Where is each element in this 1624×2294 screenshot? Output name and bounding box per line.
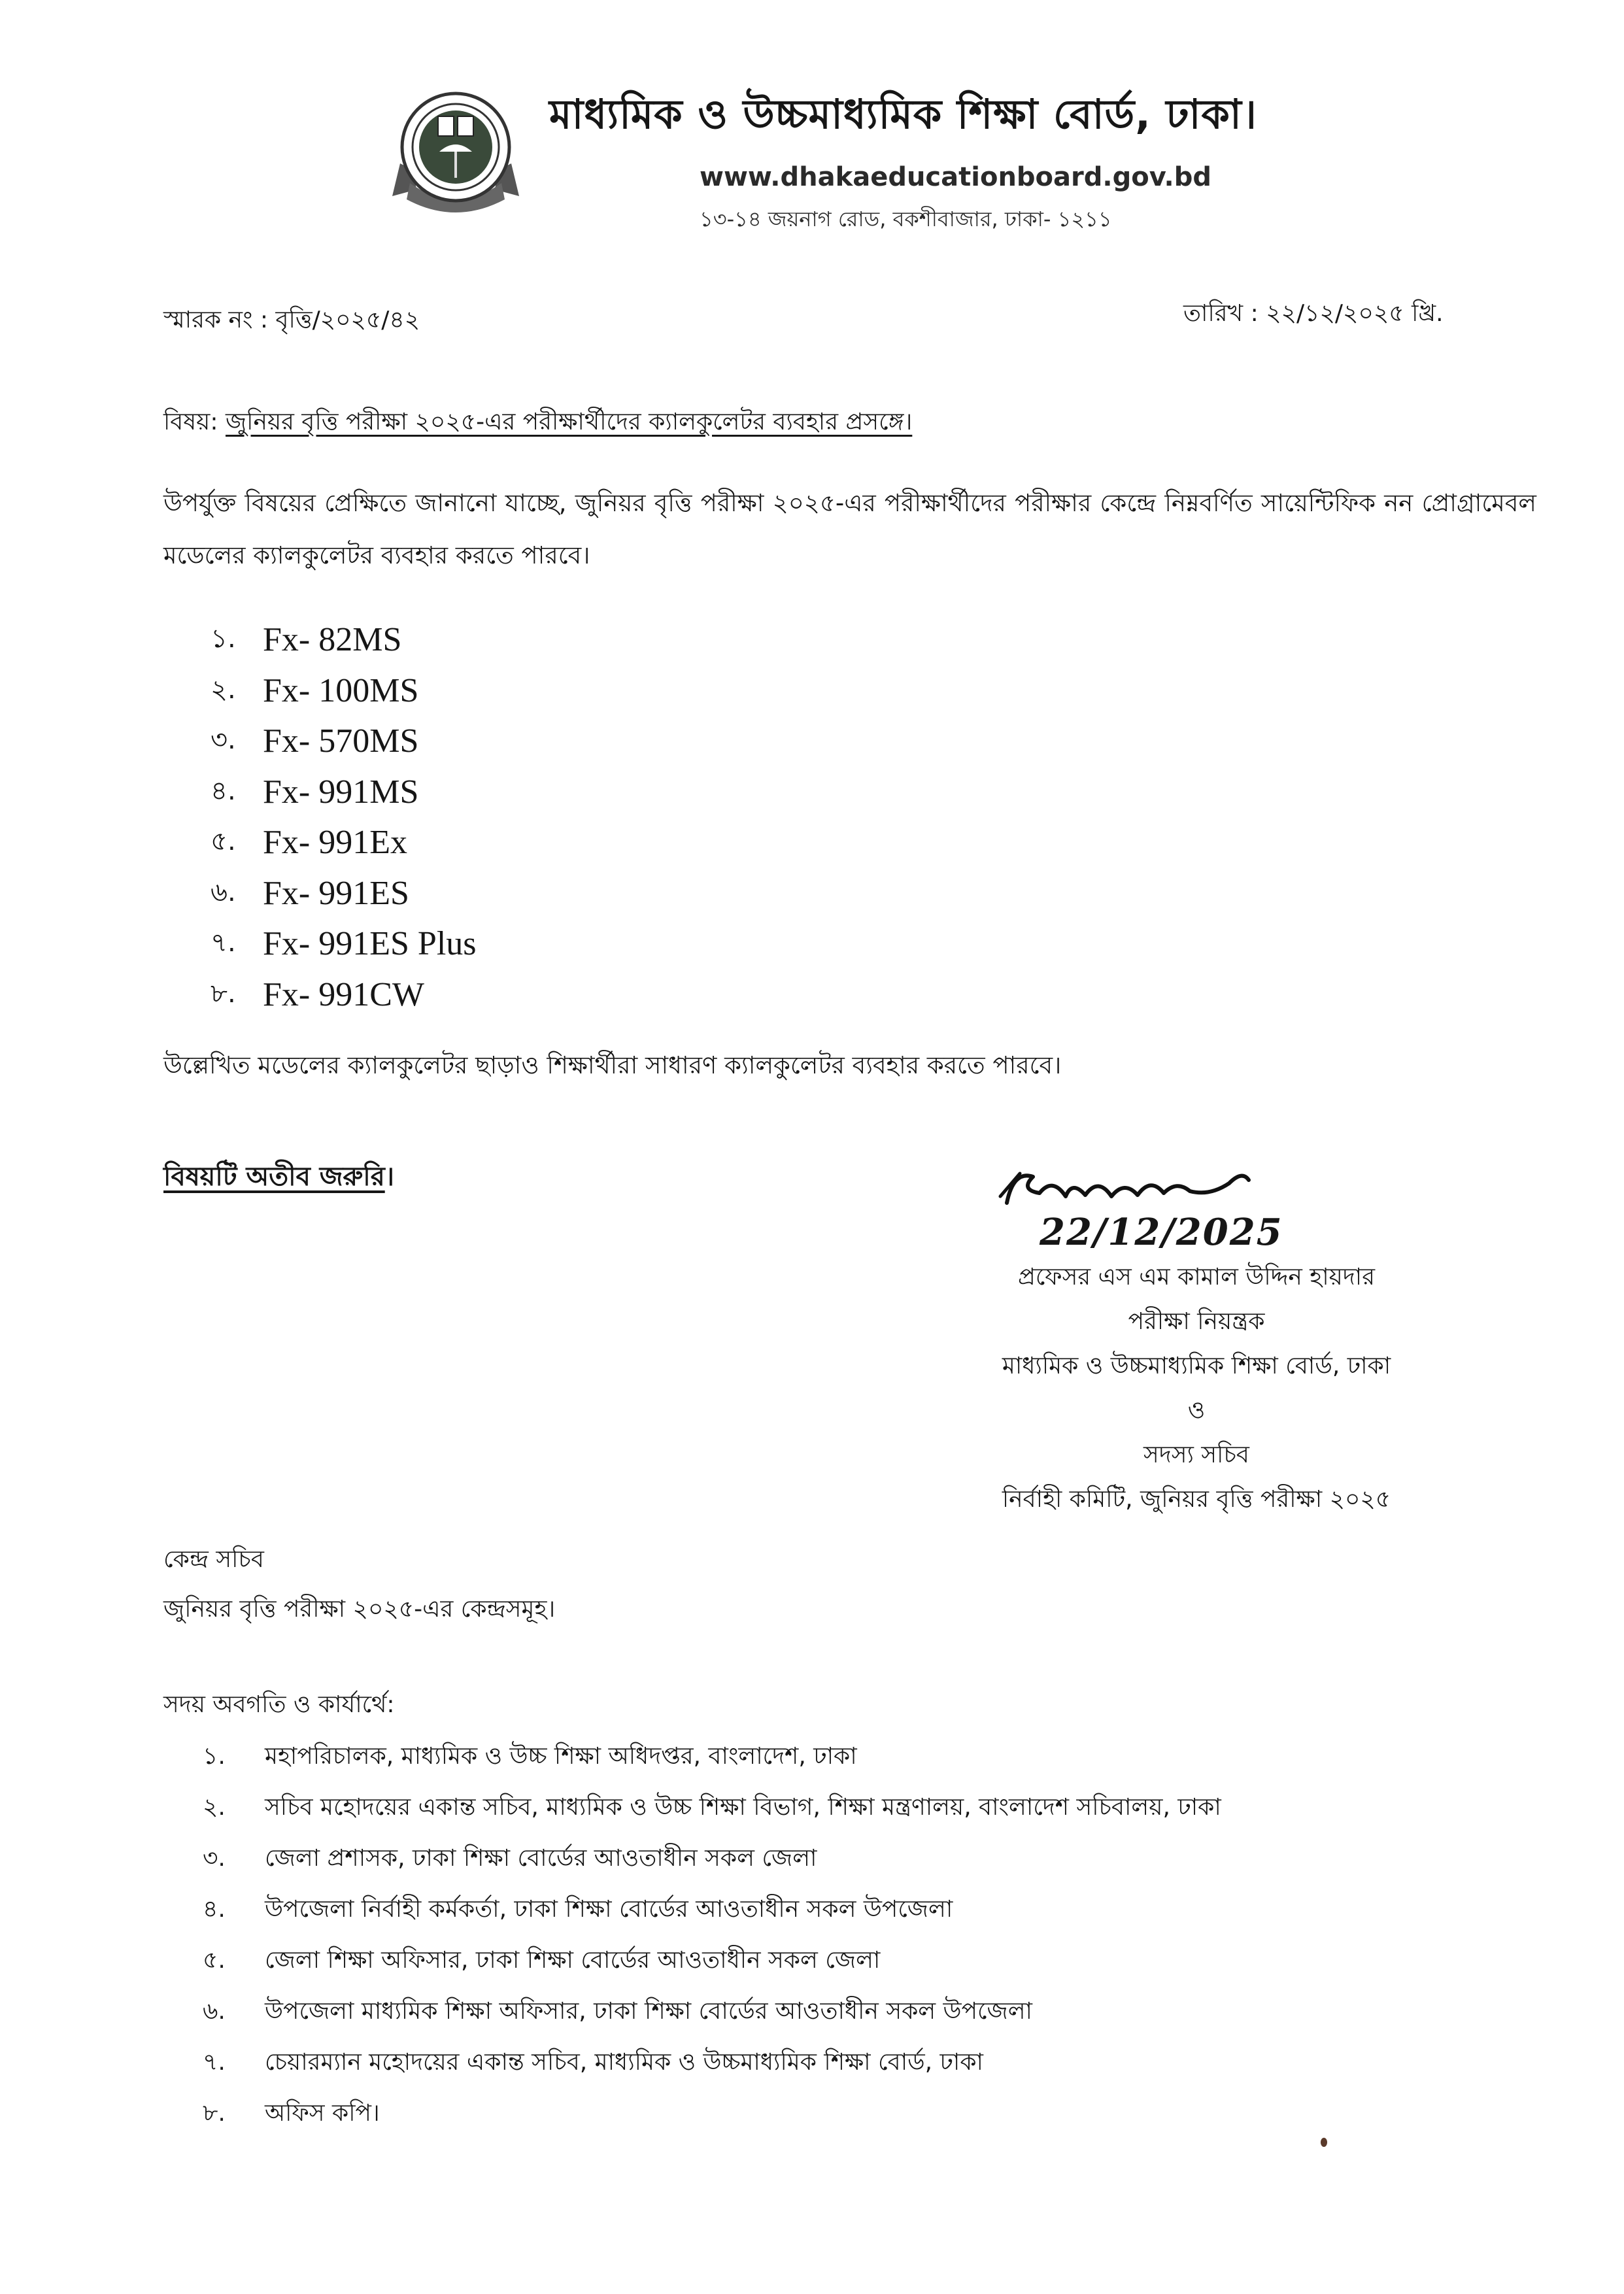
model-item	[211, 868, 477, 919]
model-item	[211, 615, 477, 666]
model-number: ৮.	[211, 978, 236, 1009]
date-value: ২২/১২/২০২৫ খ্রি.	[1266, 300, 1444, 327]
signatory-conjunction: ও	[1187, 1397, 1206, 1424]
recipient-block	[163, 1535, 555, 1634]
model-name: Fx- 100MS	[263, 671, 419, 709]
board-address: ১৩-১৪ জয়নাগ রোড, বকশীবাজার, ঢাকা- ১২১১	[700, 207, 1112, 231]
model-number: ২.	[211, 674, 236, 705]
copy-number: ৪.	[203, 1896, 226, 1923]
model-name: Fx- 991MS	[263, 773, 419, 811]
copy-number: ১.	[203, 1743, 226, 1770]
copy-text: জেলা প্রশাসক, ঢাকা শিক্ষা বোর্ডের আওতাধীন সকল জেলা	[265, 1845, 817, 1872]
copy-item	[203, 1834, 1221, 1885]
model-number: ৫.	[211, 826, 236, 857]
signatory-organization: মাধ্যমিক ও উচ্চমাধ্যমিক শিক্ষা বোর্ড, ঢাকা	[1002, 1353, 1391, 1379]
handwritten-signature-icon	[994, 1157, 1268, 1216]
calculator-model-list	[211, 615, 477, 1020]
signatory-designation-2: সদস্য সচিব	[1143, 1442, 1249, 1468]
urgent-note	[163, 1156, 394, 1200]
model-item	[211, 919, 477, 970]
copy-number: ২.	[203, 1794, 226, 1821]
model-item	[211, 817, 477, 868]
copy-number: ৮.	[203, 2100, 226, 2127]
copy-text: উপজেলা মাধ্যমিক শিক্ষা অফিসার, ঢাকা শিক্ষা বোর্ডের আওতাধীন সকল উপজেলা	[265, 1998, 1032, 2025]
body-paragraph-2: উল্লেখিত মডেলের ক্যালকুলেটর ছাড়াও শিক্ষার্থীরা সাধারণ ক্যালকুলেটর ব্যবহার করতে পারবে।	[163, 1051, 1062, 1079]
model-name: Fx- 82MS	[263, 621, 402, 659]
copy-number: ৭.	[203, 2049, 226, 2076]
copy-text: সচিব মহোদয়ের একান্ত সচিব, মাধ্যমিক ও উচ্চ শিক্ষা বিভাগ, শিক্ষা মন্ত্রণালয়, বাংলাদেশ সচিবালয়, ঢাকা	[265, 1794, 1221, 1821]
model-number: ৬.	[211, 877, 236, 907]
copy-text: জেলা শিক্ষা অফিসার, ঢাকা শিক্ষা বোর্ডের আওতাধীন সকল জেলা	[265, 1947, 881, 1974]
signatory-name: প্রফেসর এস এম কামাল উদ্দিন হায়দার	[1017, 1264, 1376, 1290]
model-name: Fx- 991Ex	[263, 824, 407, 862]
signatory-block	[902, 1255, 1491, 1522]
urgent-text: বিষয়টি অতীব জরুরি	[163, 1162, 385, 1192]
copy-item	[203, 1936, 1221, 1987]
subject-text: জুনিয়র বৃত্তি পরীক্ষা ২০২৫-এর পরীক্ষার্থীদের ক্যালকুলেটর ব্যবহার প্রসঙ্গে।	[225, 409, 913, 435]
copy-item	[203, 2089, 1221, 2140]
handwritten-date: 22/12/2025	[1040, 1211, 1283, 1254]
copy-text: চেয়ারম্যান মহোদয়ের একান্ত সচিব, মাধ্যমিক ও উচ্চমাধ্যমিক শিক্ষা বোর্ড, ঢাকা	[265, 2049, 983, 2076]
body-paragraph: উপর্যুক্ত বিষয়ের প্রেক্ষিতে জানানো যাচ্ছে, জুনিয়র বৃত্তি পরীক্ষা ২০২৫-এর পরীক্ষার্থীদের পরীক্ষার কেন্দ্রে নিম্নবর্ণিত সায়েন্টিফিক নন প্রোগ্রামেবল মডেলের ক্যালকুলেটর ব্যবহার করতে পারবে।	[163, 489, 1536, 569]
recipient-line-1: কেন্দ্র সচিব	[163, 1546, 264, 1573]
board-website-link[interactable]: www.dhakaeducationboard.gov.bd	[700, 162, 1211, 192]
board-seal-icon	[387, 85, 524, 222]
subject-line	[163, 404, 912, 443]
model-number: ৪.	[211, 775, 236, 806]
copy-text: উপজেলা নির্বাহী কর্মকর্তা, ঢাকা শিক্ষা বোর্ডের আওতাধীন সকল উপজেলা	[265, 1896, 953, 1923]
model-name: Fx- 570MS	[263, 722, 419, 760]
model-item	[211, 716, 477, 767]
copy-item	[203, 1732, 1221, 1783]
copy-to-title: সদয় অবগতি ও কার্যার্থে:	[163, 1691, 395, 1718]
copy-item	[203, 1885, 1221, 1936]
copy-number: ৫.	[203, 1947, 226, 1974]
subject-label: বিষয়:	[163, 409, 226, 435]
model-name: Fx- 991ES Plus	[263, 925, 477, 963]
model-item	[211, 767, 477, 818]
model-name: Fx- 991ES	[263, 874, 409, 912]
signatory-designation: পরীক্ষা নিয়ন্ত্রক	[1128, 1308, 1265, 1335]
memo-value: বৃত্তি/২০২৫/৪২	[275, 307, 420, 333]
copy-item	[203, 1987, 1221, 2038]
copy-item	[203, 1783, 1221, 1834]
model-number: ১.	[211, 624, 236, 654]
model-item	[211, 666, 477, 717]
memo-number	[163, 302, 420, 341]
signatory-committee: নির্বাহী কমিটি, জুনিয়র বৃত্তি পরীক্ষা ২০২৫	[1002, 1486, 1391, 1513]
copy-number: ৩.	[203, 1845, 226, 1872]
model-number: ৩.	[211, 725, 236, 756]
copy-number: ৬.	[203, 1998, 226, 2025]
model-item	[211, 970, 477, 1020]
copy-to-list	[203, 1732, 1221, 2140]
memo-label: স্মারক নং :	[163, 307, 276, 333]
model-name: Fx- 991CW	[263, 975, 424, 1013]
copy-item	[203, 2038, 1221, 2089]
recipient-line-2: জুনিয়র বৃত্তি পরীক্ষা ২০২৫-এর কেন্দ্রসমূহ।	[163, 1596, 556, 1623]
letter-date	[1183, 295, 1444, 335]
urgent-end: ।	[384, 1162, 395, 1192]
board-title: মাধ্যমিক ও উচ্চমাধ্যমিক শিক্ষা বোর্ড, ঢাকা।	[549, 90, 1257, 138]
copy-text: অফিস কপি।	[265, 2100, 380, 2127]
copy-text: মহাপরিচালক, মাধ্যমিক ও উচ্চ শিক্ষা অধিদপ্তর, বাংলাদেশ, ঢাকা	[265, 1743, 857, 1770]
scan-speck	[1321, 2138, 1327, 2147]
date-label: তারিখ :	[1183, 300, 1266, 327]
model-number: ৭.	[211, 928, 236, 958]
